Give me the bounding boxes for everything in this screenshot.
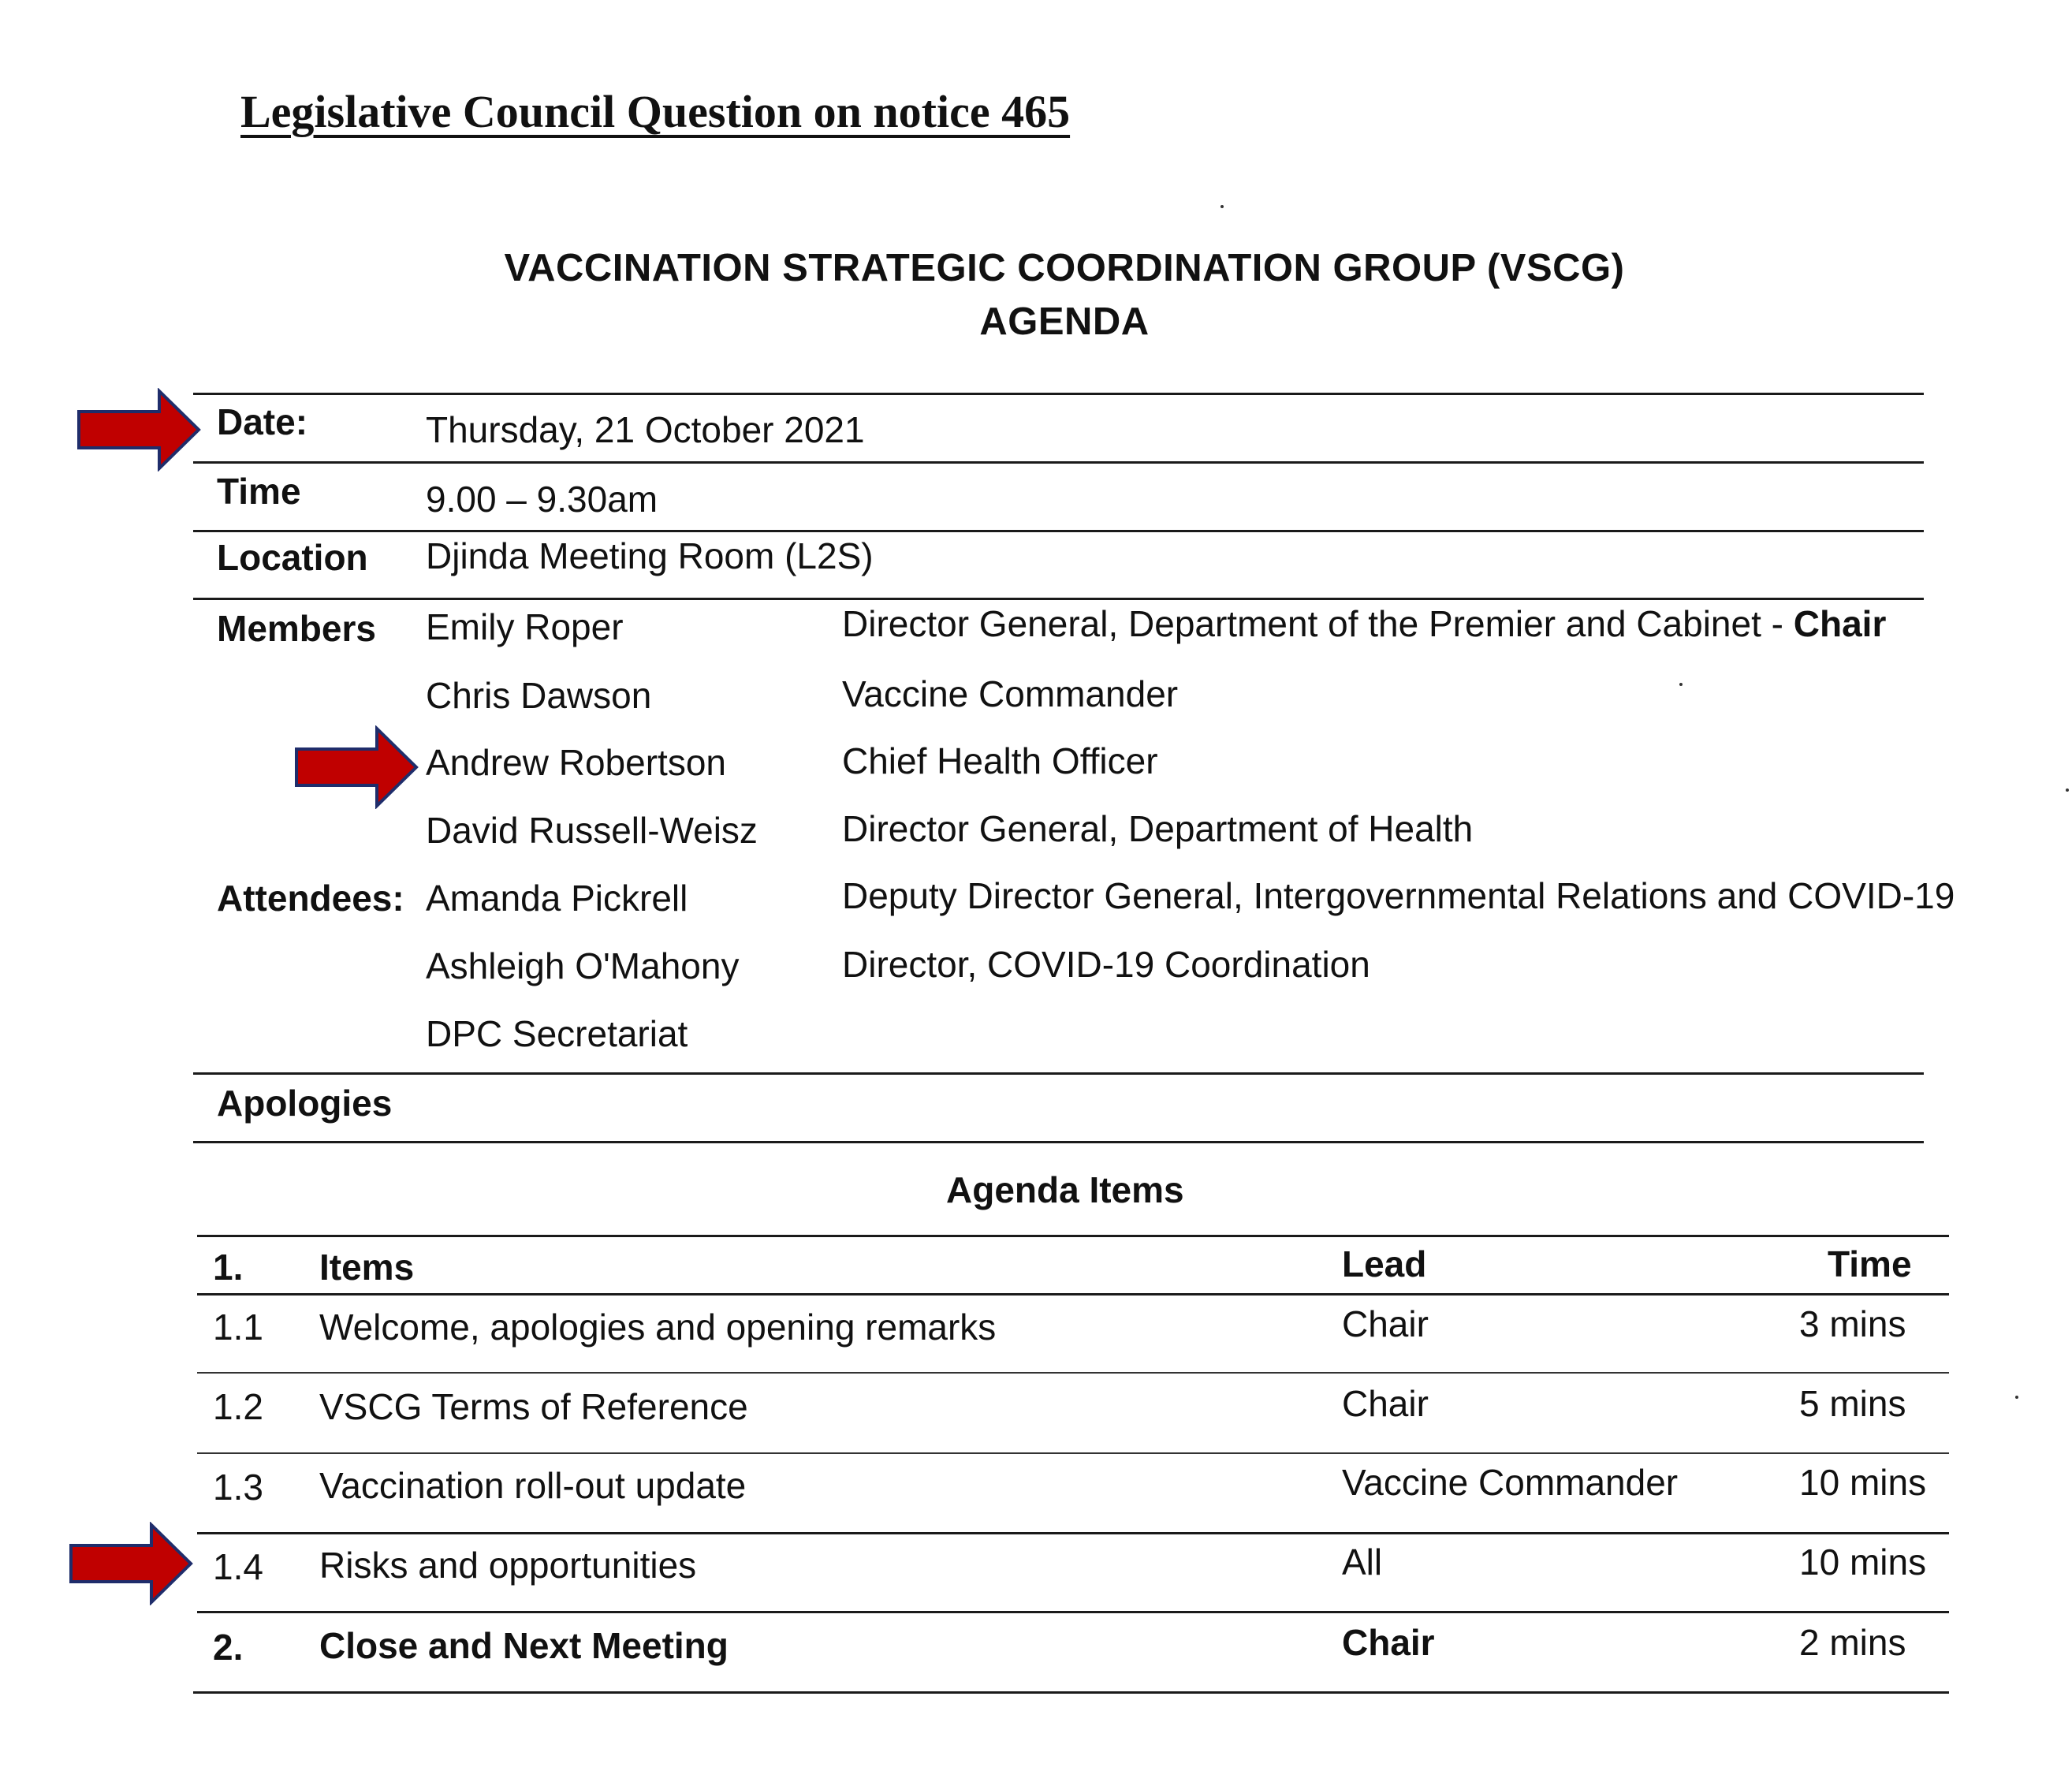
member-role: Vaccine Commander — [842, 673, 1179, 714]
row-time: 5 mins — [1799, 1383, 1906, 1424]
date-value: Thursday, 21 October 2021 — [426, 409, 865, 450]
members-label: Members — [217, 608, 376, 649]
time-label: Time — [217, 471, 301, 512]
col-header-num: 1. — [213, 1247, 244, 1288]
table-rule — [197, 1293, 1949, 1295]
table-rule — [193, 1691, 1949, 1694]
attendee-name: Ashleigh O'Mahony — [426, 945, 740, 986]
document-subtitle: AGENDA — [979, 300, 1150, 343]
row-item: Close and Next Meeting — [319, 1625, 729, 1666]
scan-speck — [2015, 1396, 2018, 1399]
row-item: Risks and opportunities — [319, 1545, 697, 1586]
row-number: 2. — [213, 1627, 244, 1668]
document-title: VACCINATION STRATEGIC COORDINATION GROUP (VSCG) — [504, 247, 1625, 289]
table-rule — [193, 530, 1924, 532]
row-time: 10 mins — [1799, 1542, 1927, 1583]
location-label: Location — [217, 537, 368, 578]
col-header-items: Items — [319, 1247, 415, 1288]
attendee-role: Director, COVID-19 Coordination — [842, 944, 1370, 985]
right-arrow-icon — [76, 388, 203, 472]
row-item: Vaccination roll-out update — [319, 1465, 747, 1506]
row-time: 10 mins — [1799, 1462, 1927, 1503]
row-lead: Chair — [1342, 1622, 1435, 1663]
member-role-text: Director General, Department of the Premier and Cabinet - — [842, 603, 1794, 644]
table-rule — [197, 1611, 1949, 1613]
row-item: Welcome, apologies and opening remarks — [319, 1307, 997, 1348]
member-role: Chief Health Officer — [842, 740, 1158, 781]
row-lead: Vaccine Commander — [1342, 1462, 1679, 1503]
row-time: 3 mins — [1799, 1303, 1906, 1344]
attendee-role: Deputy Director General, Intergovernmental Relations and COVID-19 — [842, 875, 1955, 916]
row-item: VSCG Terms of Reference — [319, 1386, 748, 1427]
date-label: Date: — [217, 401, 308, 442]
table-rule — [193, 461, 1924, 464]
member-role: Director General, Department of Health — [842, 808, 1474, 849]
table-rule — [193, 1141, 1924, 1143]
location-value: Djinda Meeting Room (L2S) — [426, 535, 874, 576]
right-arrow-icon — [68, 1522, 196, 1605]
attendee-name: Amanda Pickrell — [426, 878, 688, 919]
question-title: Legislative Council Question on notice 465 — [240, 86, 1071, 137]
row-number: 1.2 — [213, 1386, 263, 1427]
apologies-label: Apologies — [217, 1083, 393, 1124]
table-rule — [197, 1452, 1949, 1454]
row-number: 1.3 — [213, 1467, 263, 1508]
member-name: David Russell-Weisz — [426, 810, 758, 851]
scan-speck — [1679, 683, 1683, 686]
table-rule — [197, 1532, 1949, 1534]
row-lead: All — [1342, 1542, 1383, 1583]
attendees-label: Attendees: — [217, 878, 404, 919]
member-role — [842, 602, 1886, 645]
attendee-name: DPC Secretariat — [426, 1013, 688, 1054]
row-lead: Chair — [1342, 1303, 1429, 1344]
agenda-heading: Agenda Items — [946, 1169, 1184, 1210]
row-lead: Chair — [1342, 1383, 1429, 1424]
table-rule — [193, 1072, 1924, 1075]
member-name: Andrew Robertson — [426, 742, 726, 783]
scan-speck — [1220, 205, 1224, 208]
time-value: 9.00 – 9.30am — [426, 479, 658, 520]
right-arrow-icon — [293, 725, 421, 809]
table-rule — [197, 1235, 1949, 1237]
scan-speck — [2066, 788, 2069, 792]
table-rule — [193, 393, 1924, 395]
row-number: 1.4 — [213, 1546, 263, 1587]
col-header-lead: Lead — [1342, 1243, 1427, 1284]
member-name: Chris Dawson — [426, 675, 652, 716]
col-header-time: Time — [1828, 1243, 1912, 1284]
row-number: 1.1 — [213, 1307, 263, 1348]
row-time: 2 mins — [1799, 1622, 1906, 1663]
chair-marker: Chair — [1793, 603, 1887, 644]
table-rule — [197, 1372, 1949, 1374]
table-rule — [193, 598, 1924, 600]
member-name: Emily Roper — [426, 606, 624, 647]
